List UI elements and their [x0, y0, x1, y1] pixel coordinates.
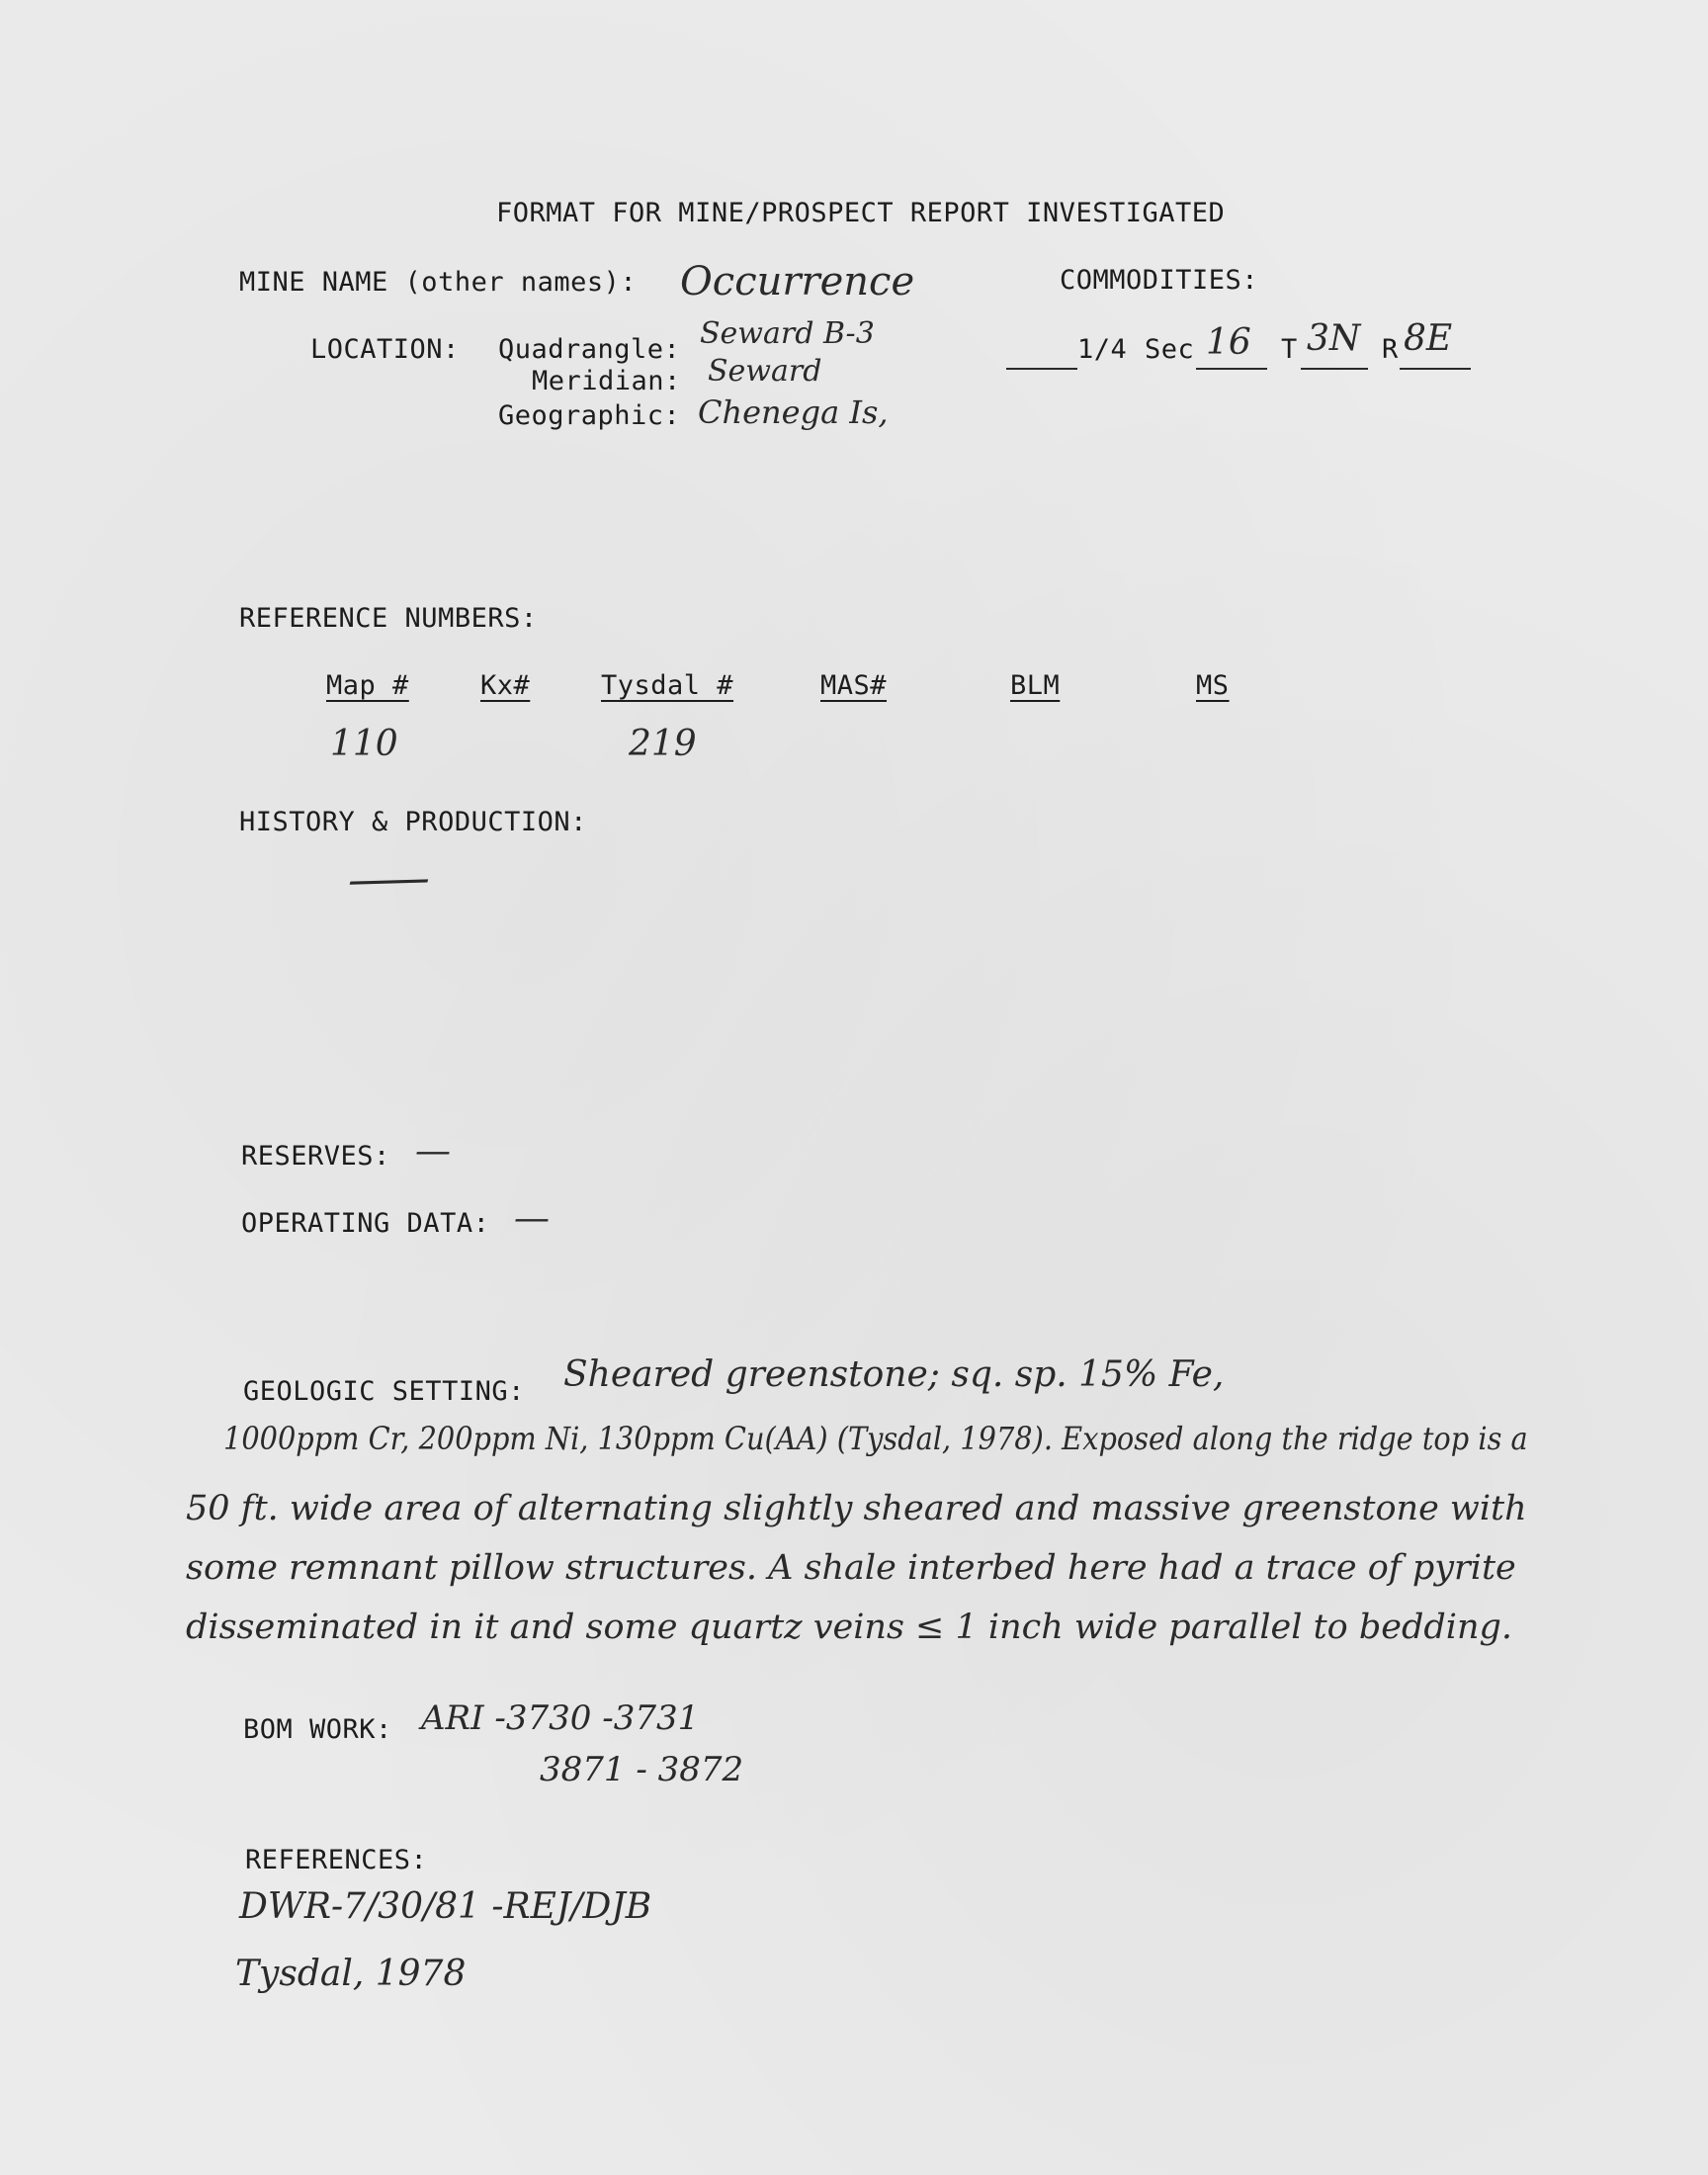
ref-header-map: Map # — [326, 670, 409, 701]
ref-header-ms: MS — [1196, 670, 1230, 701]
ref-value-map: 110 — [330, 724, 398, 764]
history-value: — — [343, 849, 434, 908]
references-line-1: DWR-7/30/81 -REJ/DJB — [239, 1886, 652, 1927]
reserves-value: — — [415, 1131, 451, 1172]
quarter-blank-line — [1006, 368, 1077, 370]
ref-header-mas: MAS# — [820, 670, 888, 701]
meridian-value: Seward — [708, 354, 822, 389]
quarter-label: 1/4 — [1077, 334, 1128, 365]
ref-header-blm: BLM — [1010, 670, 1061, 701]
geologic-line-1: Sheared greenstone; sq. sp. 15% Fe, — [563, 1354, 1225, 1395]
township-line — [1301, 368, 1368, 370]
ref-value-tysdal: 219 — [629, 724, 697, 764]
commodities-label: COMMODITIES: — [1060, 265, 1259, 296]
references-label: REFERENCES: — [245, 1845, 428, 1875]
geologic-line-3: 50 ft. wide area of alternating slightly sheared and massive greenstone with — [186, 1489, 1527, 1528]
bom-work-line-2: 3871 - 3872 — [540, 1750, 744, 1789]
meridian-label: Meridian: — [532, 366, 681, 396]
bom-work-line-1: ARI -3730 -3731 — [421, 1698, 700, 1738]
location-label: LOCATION: — [310, 334, 460, 365]
references-line-2: Tysdal, 1978 — [235, 1954, 467, 1994]
mine-name-value: Occurrence — [680, 259, 915, 304]
range-line — [1400, 368, 1471, 370]
geologic-setting-label: GEOLOGIC SETTING: — [243, 1376, 525, 1407]
range-label: R — [1382, 334, 1399, 365]
geologic-line-5: disseminated in it and some quartz veins ≤ 1 inch wide parallel to bedding. — [186, 1608, 1513, 1647]
township-value: 3N — [1307, 318, 1361, 359]
bom-work-label: BOM WORK: — [243, 1714, 392, 1745]
geographic-label: Geographic: — [498, 400, 681, 431]
history-label: HISTORY & PRODUCTION: — [239, 807, 587, 837]
ref-header-tysdal: Tysdal # — [601, 670, 734, 701]
township-label: T — [1281, 334, 1298, 365]
reserves-label: RESERVES: — [241, 1141, 390, 1172]
sec-line — [1196, 368, 1267, 370]
sec-label: Sec — [1145, 334, 1195, 365]
reference-numbers-label: REFERENCE NUMBERS: — [239, 603, 538, 634]
ref-header-kx: Kx# — [480, 670, 531, 701]
form-title: FORMAT FOR MINE/PROSPECT REPORT INVESTIGATED — [496, 198, 1226, 228]
geologic-line-2: 1000ppm Cr, 200ppm Ni, 130ppm Cu(AA) (Tysdal, 1978). Exposed along the ridge top is a — [223, 1420, 1528, 1457]
operating-data-label: OPERATING DATA: — [241, 1208, 490, 1239]
operating-data-value: — — [514, 1198, 550, 1239]
mine-name-label: MINE NAME (other names): — [239, 267, 638, 298]
geographic-value: Chenega Is, — [698, 393, 889, 431]
geologic-line-4: some remnant pillow structures. A shale interbed here had a trace of pyrite — [186, 1548, 1516, 1588]
range-value: 8E — [1404, 318, 1453, 359]
quadrangle-value: Seward B-3 — [700, 316, 875, 351]
quadrangle-label: Quadrangle: — [498, 334, 681, 365]
sec-value: 16 — [1206, 322, 1251, 363]
